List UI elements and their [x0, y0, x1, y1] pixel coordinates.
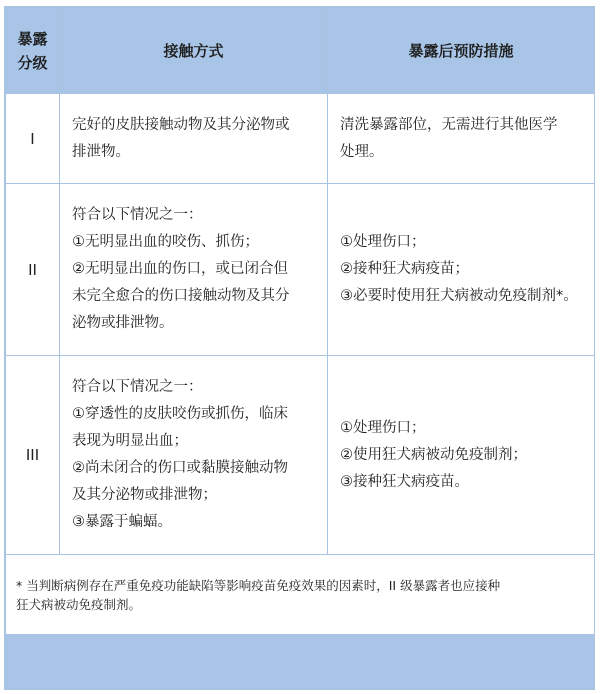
table-row-level-1 — [6, 94, 595, 184]
measures-cell — [328, 94, 595, 184]
contact-line: ②无明显出血的伤口，或已闭合但 — [72, 261, 288, 277]
header-level — [6, 8, 60, 94]
footnote-line: * 当判断病例存在严重免疫功能缺陷等影响疫苗免疫效果的因素时，II 级暴露者也应接种 — [16, 577, 501, 593]
contact-line: ①无明显出血的咬伤、抓伤； — [72, 234, 259, 250]
exposure-grading-table — [4, 6, 595, 690]
level-cell: I — [6, 94, 60, 184]
table-row-level-3 — [6, 356, 595, 555]
measure-line: ②使用狂犬病被动免疫制剂； — [340, 446, 527, 463]
measure-line: ②接种狂犬病疫苗； — [340, 261, 469, 277]
contact-line: 完好的皮肤接触动物及其分泌物或 — [72, 116, 290, 133]
measure-line: ①处理伤口； — [340, 234, 426, 250]
contact-line: 排泄物。 — [72, 143, 130, 160]
contact-line: ②尚未闭合的伤口或黏膜接触动物 — [72, 460, 288, 476]
header-level-line1: 暴露 — [17, 29, 48, 48]
measure-line: 清洗暴露部位，无需进行其他医学 — [340, 116, 558, 133]
measures-cell — [328, 356, 595, 555]
footer-band-row — [6, 635, 595, 689]
table-header-row — [6, 8, 595, 94]
footnote-line: 狂犬病被动免疫制剂。 — [16, 596, 142, 612]
table — [5, 7, 595, 689]
contact-line: ③暴露于蝙蝠。 — [72, 514, 172, 530]
measure-line: 处理。 — [340, 143, 384, 160]
level-cell: II — [6, 184, 60, 356]
contact-line: 符合以下情况之一： — [72, 207, 203, 223]
table-row-level-2 — [6, 184, 595, 356]
contact-line: ①穿透性的皮肤咬伤或抓伤，临床 — [72, 406, 288, 422]
contact-line: 泌物或排泄物。 — [72, 315, 174, 331]
contact-cell — [60, 94, 328, 184]
contact-line: 符合以下情况之一： — [72, 379, 203, 395]
measure-line: ①处理伤口； — [340, 419, 426, 436]
contact-cell — [60, 356, 328, 555]
level-cell: III — [6, 356, 60, 555]
footnote-cell — [6, 555, 595, 635]
header-contact: 接触方式 — [60, 8, 328, 94]
measure-line: ③接种狂犬病疫苗。 — [340, 473, 469, 490]
contact-line: 及其分泌物或排泄物； — [72, 487, 217, 503]
footnote-row — [6, 555, 595, 635]
header-measures: 暴露后预防措施 — [328, 8, 595, 94]
contact-line: 未完全愈合的伤口接触动物及其分 — [72, 288, 290, 304]
header-level-line2: 分级 — [17, 53, 48, 72]
footer-band — [6, 635, 595, 689]
contact-cell — [60, 184, 328, 356]
measure-line: ③必要时使用狂犬病被动免疫制剂*。 — [340, 288, 578, 304]
contact-line: 表现为明显出血； — [72, 433, 188, 449]
measures-cell — [328, 184, 595, 356]
